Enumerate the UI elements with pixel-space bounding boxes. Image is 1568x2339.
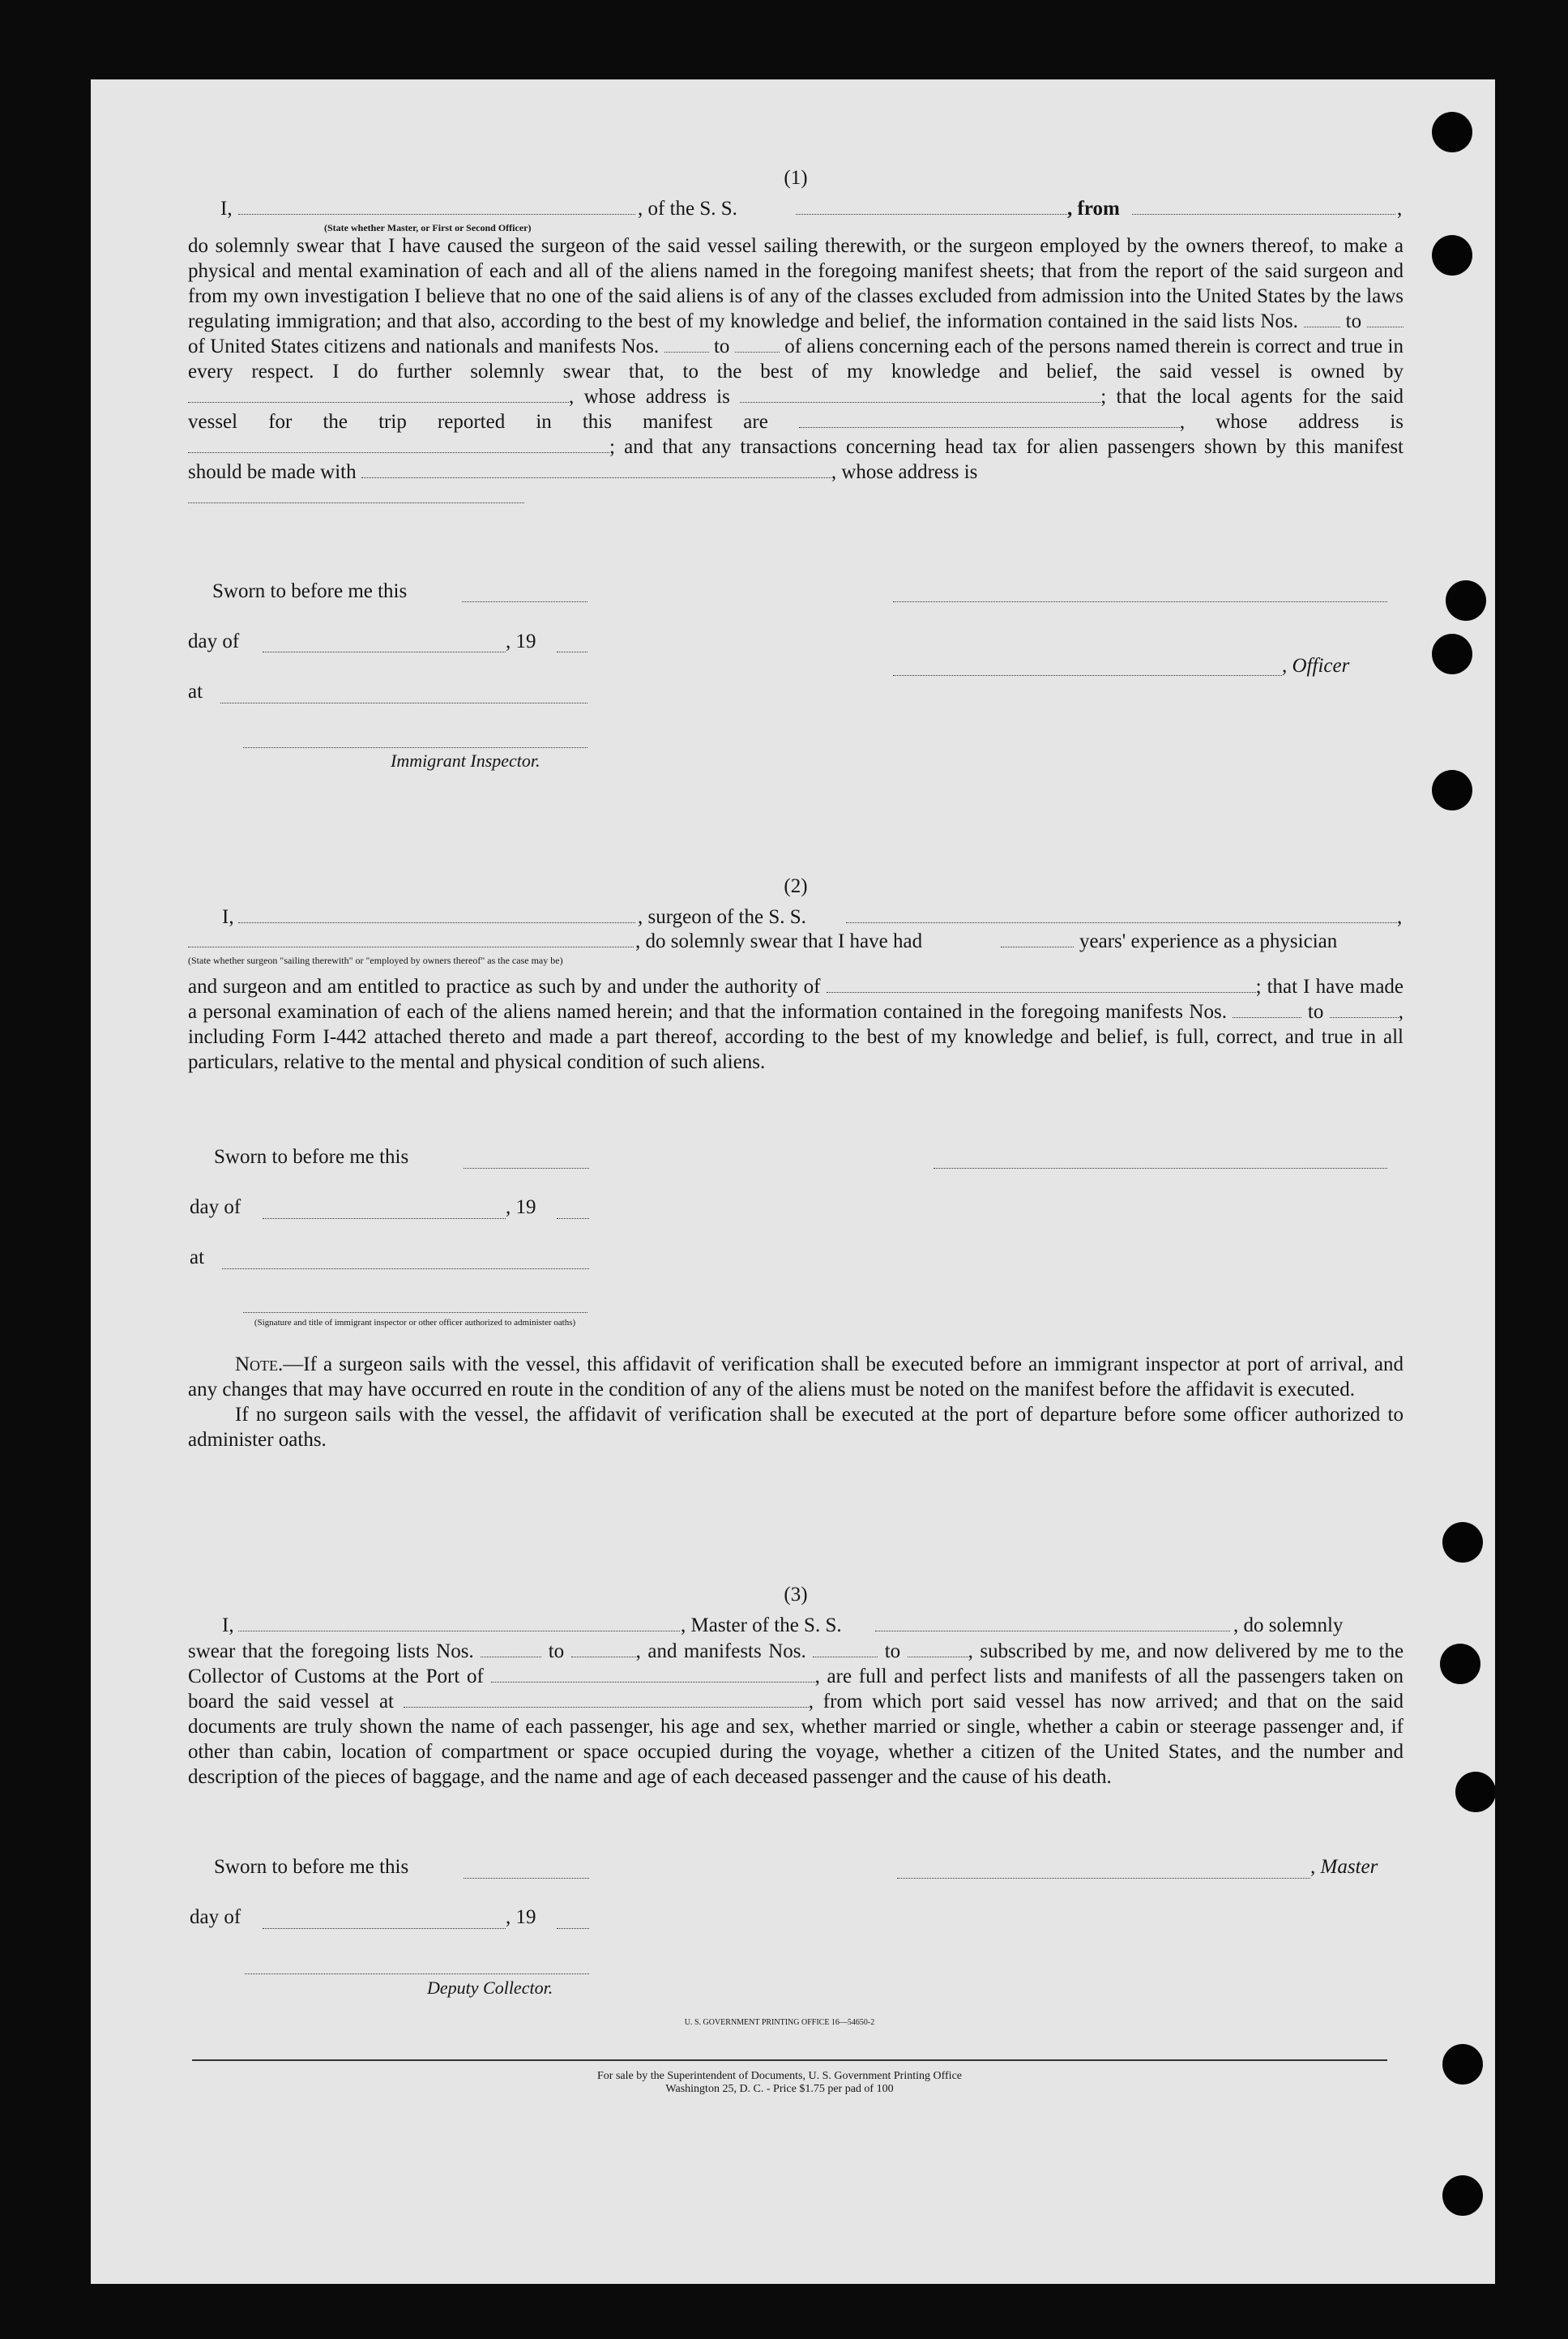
affidavit-section-2 bbox=[188, 875, 1404, 1075]
deputy-caption: Deputy Collector. bbox=[427, 1978, 553, 1998]
s2-manifests-from-field[interactable] bbox=[1233, 1001, 1301, 1018]
head-tax-address-field[interactable] bbox=[188, 486, 524, 503]
s3-master-name-field[interactable] bbox=[238, 1614, 680, 1631]
port-field[interactable] bbox=[491, 1666, 815, 1683]
sworn-date-field[interactable] bbox=[462, 601, 587, 602]
punch-hole bbox=[1446, 580, 1486, 621]
inspector-signature-field[interactable] bbox=[243, 746, 587, 748]
punch-hole bbox=[1440, 1644, 1480, 1684]
section-number: (1) bbox=[784, 167, 808, 189]
owner-address-field[interactable] bbox=[740, 386, 1100, 403]
year-field[interactable] bbox=[557, 1927, 589, 1929]
punch-hole bbox=[1442, 1522, 1483, 1563]
head-tax-contact-field[interactable] bbox=[361, 461, 831, 478]
punch-hole bbox=[1442, 2175, 1483, 2216]
agents-address-field[interactable] bbox=[188, 436, 609, 453]
section-number: (2) bbox=[784, 875, 808, 897]
sworn-label: Sworn to before me this bbox=[214, 1146, 409, 1168]
section-2-body: and surgeon and am entitled to practice as such by and under the authority of ; that I have made a personal examination of each of the aliens named herein; and that the information contained in the foregoing manifests Nos. to , including Form I-442 attached thereto and made a part thereof, according to the best of my knowledge and belief, is full, correct, and true in all particulars, relative to the mental and physical condition of such aliens. bbox=[188, 976, 1404, 1073]
master-line-3: I, , Master of the S. S. , do solemnly bbox=[222, 1614, 1344, 1636]
s3-manifests-from-field[interactable] bbox=[813, 1640, 878, 1657]
day-of-label: day of bbox=[188, 631, 240, 652]
punch-hole bbox=[1432, 112, 1472, 152]
lists-to-field[interactable] bbox=[1367, 310, 1404, 327]
officer-line[interactable] bbox=[893, 674, 1282, 676]
surgeon-swear-line: , do solemnly swear that I have had years' experience as a physician bbox=[188, 930, 1404, 955]
s3-manifests-to-field[interactable] bbox=[908, 1640, 968, 1657]
surgeon-vessel-field[interactable] bbox=[846, 906, 1397, 923]
vessel-name-field[interactable] bbox=[796, 198, 1067, 215]
at-label: at bbox=[188, 681, 203, 703]
punch-hole bbox=[1455, 1772, 1495, 1812]
master-note: (State whether Master, or First or Second Officer) bbox=[324, 222, 532, 233]
master-label: , Master bbox=[1310, 1856, 1378, 1878]
s3-lists-from-field[interactable] bbox=[481, 1640, 541, 1657]
year-label: , 19 bbox=[506, 1196, 536, 1218]
sale-line-1: For sale by the Superintendent of Documents, U. S. Government Printing Office bbox=[597, 2070, 962, 2082]
note-block bbox=[188, 1352, 1404, 1452]
footer-rule bbox=[192, 2059, 1387, 2061]
deputy-signature-field[interactable] bbox=[245, 1973, 589, 1974]
sworn-date-field[interactable] bbox=[464, 1877, 589, 1879]
officer-caption: (Signature and title of immigrant inspector or other officer authorized to administer oaths) bbox=[254, 1318, 576, 1328]
surgeon-name-field[interactable] bbox=[238, 906, 635, 923]
sworn-label: Sworn to before me this bbox=[214, 1856, 409, 1878]
punch-hole bbox=[1432, 770, 1472, 810]
section-3-body: swear that the foregoing lists Nos. to , and manifests Nos. to , subscribed by me, and now delivered by me to the Collector of Customs at the Port of , are full and perfect lists and manifests of all the passengers taken on board the said vessel at , from which port said vessel has now arrived; and that on the said documents are truly shown the name of each passenger, his age and sex, whether married or single, whether a cabin or steerage passenger and, if other than cabin, location of compartment or space occupied during the voyage, whether a citizen of the United States, and the number and description of the pieces of baggage, and the name and age of each deceased passenger and the cause of his death. bbox=[188, 1640, 1404, 1788]
surgeon-type-field[interactable] bbox=[188, 930, 634, 947]
section-number: (3) bbox=[784, 1584, 808, 1606]
day-of-field[interactable] bbox=[263, 1217, 506, 1219]
year-field[interactable] bbox=[557, 651, 587, 652]
master-line: I, , of the S. S. , from , bbox=[220, 198, 1403, 220]
lists-from-field[interactable] bbox=[1304, 310, 1340, 327]
s3-lists-to-field[interactable] bbox=[571, 1640, 636, 1657]
year-field[interactable] bbox=[557, 1217, 589, 1219]
officer-signature-field[interactable] bbox=[893, 601, 1387, 602]
manifests-to-field[interactable] bbox=[735, 336, 780, 353]
day-of-field[interactable] bbox=[263, 651, 506, 652]
at-field[interactable] bbox=[220, 702, 587, 703]
officer-label: , Officer bbox=[1282, 655, 1350, 677]
form-page bbox=[91, 79, 1495, 2284]
owner-field[interactable] bbox=[188, 386, 569, 403]
authority-field[interactable] bbox=[827, 976, 1256, 993]
officer-signature-field[interactable] bbox=[243, 1311, 587, 1313]
master-name-field[interactable] bbox=[238, 198, 635, 215]
year-label: , 19 bbox=[506, 1906, 536, 1928]
from-port-field[interactable] bbox=[1132, 198, 1395, 215]
years-field[interactable] bbox=[1001, 930, 1074, 947]
surgeon-line: I, , surgeon of the S. S. , bbox=[222, 906, 1403, 928]
day-of-label: day of bbox=[190, 1906, 241, 1928]
s3-vessel-field[interactable] bbox=[875, 1614, 1230, 1631]
sale-line-2: Washington 25, D. C. - Price $1.75 per pad of 100 bbox=[665, 2083, 894, 2095]
punch-hole bbox=[1442, 2044, 1483, 2085]
manifests-from-field[interactable] bbox=[664, 336, 709, 353]
local-agents-field[interactable] bbox=[799, 411, 1180, 428]
day-of-label: day of bbox=[190, 1196, 241, 1218]
note-text-2: If no surgeon sails with the vessel, the affidavit of verification shall be executed at the port of departure before some officer authorized to administer oaths. bbox=[188, 1404, 1404, 1451]
at-field[interactable] bbox=[222, 1268, 589, 1269]
s2-manifests-to-field[interactable] bbox=[1330, 1001, 1399, 1018]
surgeon-signature-field[interactable] bbox=[934, 1167, 1387, 1169]
section-1-body: do solemnly swear that I have caused the surgeon of the said vessel sailing therewith, or the surgeon employed by the owners thereof, to make a physical and mental examination of each and all of the aliens named in the foregoing manifest sheets; that from the report of the said surgeon and from my own investigation I believe that no one of the said aliens is of any of the classes excluded from admission into the United States by the laws regulating immigration; and that also, according to the best of my knowledge and belief, the information contained in the said lists Nos. to of United States citizens and nationals and manifests Nos. to of aliens concerning each of the persons named therein is correct and true in every respect. I do further solemnly swear that, to the best of my knowledge and belief, the said vessel is owned by , whose address is ; that the local agents for the said vessel for the trip reported in this manifest are , whose address is ; and that any transactions concerning head tax for alien passengers shown by this manifest should be made with , whose address is bbox=[188, 235, 1404, 483]
affidavit-section-1 bbox=[188, 167, 1404, 503]
surgeon-note: (State whether surgeon "sailing therewith" or "employed by owners thereof" as the case may be) bbox=[188, 955, 563, 966]
punch-hole bbox=[1432, 634, 1472, 674]
day-of-field[interactable] bbox=[263, 1927, 506, 1929]
affidavit-section-3 bbox=[188, 1584, 1404, 1790]
inspector-caption: Immigrant Inspector. bbox=[391, 750, 540, 771]
printing-office-line: U. S. GOVERNMENT PRINTING OFFICE 16—54650-2 bbox=[684, 2018, 875, 2027]
sworn-date-field[interactable] bbox=[464, 1167, 589, 1169]
note-text-1: —If a surgeon sails with the vessel, this affidavit of verification shall be executed before an immigrant inspector at port of arrival, and any changes that may have occurred en route in the condition of any of the aliens must be noted on the manifest before the affidavit is executed. bbox=[188, 1353, 1404, 1400]
punch-hole bbox=[1432, 235, 1472, 276]
master-signature-field[interactable] bbox=[897, 1877, 1310, 1879]
boarding-port-field[interactable] bbox=[404, 1691, 809, 1708]
year-label: , 19 bbox=[506, 631, 536, 652]
note-label: Note. bbox=[235, 1353, 284, 1375]
at-label: at bbox=[190, 1246, 205, 1268]
sworn-label: Sworn to before me this bbox=[212, 580, 408, 602]
